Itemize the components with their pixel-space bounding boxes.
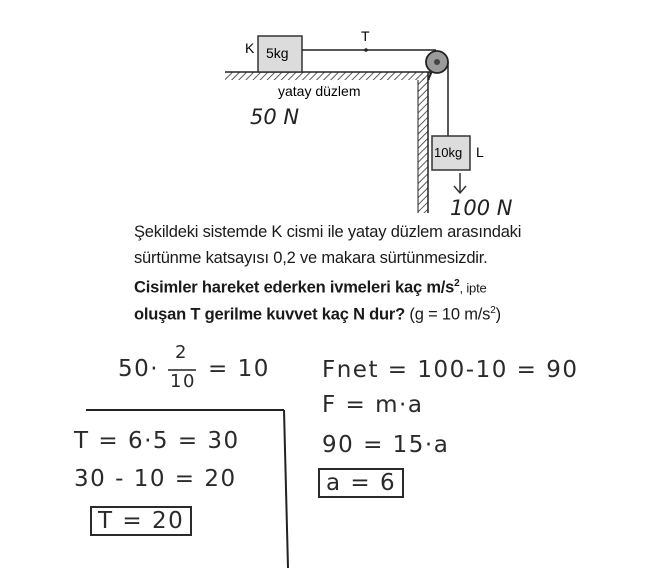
hand-friction-force: 50 N: [250, 105, 300, 129]
newton-law-equation: F = m·a: [322, 392, 424, 418]
block-k-mass: 5kg: [266, 45, 289, 61]
block-l-label: L: [476, 144, 484, 160]
question-line-4c: ): [495, 305, 501, 324]
tension-label: T: [361, 28, 370, 44]
substitution-equation: 90 = 15·a: [322, 432, 450, 458]
tension-point: [364, 48, 368, 52]
question-line-4: [134, 300, 634, 326]
question-line-1: Şekildeki sistemde K cismi ile yatay düzlem arasındaki: [134, 223, 522, 241]
block-l-mass: 10kg: [434, 145, 463, 160]
question-line-3: [134, 273, 634, 300]
block-k-label: K: [245, 40, 255, 56]
question-line-4-sup: 2: [490, 305, 496, 316]
friction-calc-numerator: 2: [175, 342, 188, 363]
question-line-3-sup: 2: [454, 278, 460, 289]
question-line-2: sürtünme katsayısı 0,2 ve makara sürtünmesizdir.: [134, 249, 488, 267]
acceleration-answer: a = 6: [318, 468, 404, 498]
horizontal-surface: [225, 72, 430, 80]
question-line-3a: Cisimler hareket ederken ivmeleri kaç m/s: [134, 278, 455, 297]
vertical-wall: [418, 78, 428, 213]
pulley-axle: [434, 59, 440, 65]
solution-box-right: [284, 410, 288, 568]
question-line-4b: (g = 10 m/s: [405, 305, 491, 324]
question-line-3b: , ipte: [459, 280, 487, 296]
net-force-equation: Fnet = 100-10 = 90: [322, 357, 579, 383]
tension-equation-1: T = 6·5 = 30: [74, 428, 240, 454]
tension-equation-2: 30 - 10 = 20: [74, 466, 237, 492]
plane-label: yatay düzlem: [278, 83, 361, 99]
question-line-4a: oluşan T gerilme kuvvet kaç N dur?: [134, 305, 406, 324]
hand-weight-force: 100 N: [450, 196, 513, 220]
friction-calc-lhs: 50·: [118, 356, 160, 382]
tension-answer: T = 20: [90, 506, 192, 536]
friction-calc-result: = 10: [208, 356, 270, 382]
friction-calc-denominator: 10: [170, 371, 196, 392]
